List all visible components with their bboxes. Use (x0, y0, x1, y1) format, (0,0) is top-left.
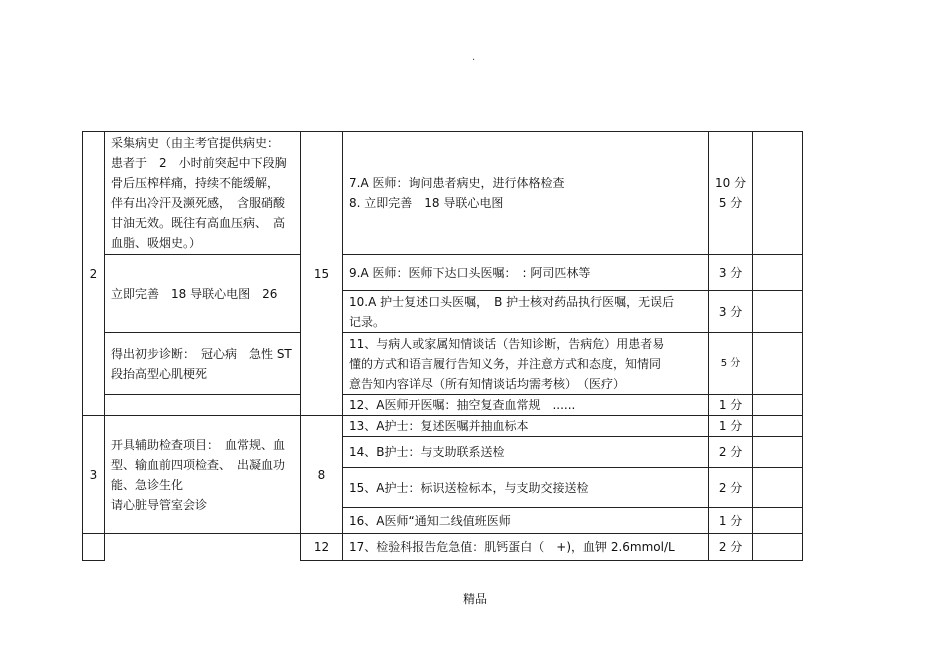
section-number: 2 (83, 132, 105, 416)
step-cell: 14、B护士：与支助联系送检 (343, 437, 709, 468)
table-row (83, 132, 803, 255)
step-cell (343, 132, 709, 255)
table-row (83, 395, 803, 416)
condition-cell (105, 333, 301, 395)
scoring-table (82, 131, 803, 561)
condition-line: 甘油无效。既往有高血压病、 高 (111, 216, 286, 230)
score-cell: 3 分 (709, 291, 753, 333)
step-cell (343, 333, 709, 395)
step-cell (343, 291, 709, 333)
condition-line: 得出初步诊断： 冠心病 急性 ST (111, 346, 292, 361)
table-row (83, 255, 803, 291)
blank-cell (105, 534, 301, 561)
condition-line: 骨后压榨样痛，持续不能缓解， (111, 176, 280, 190)
score-cell: 1 分 (709, 395, 753, 416)
step-line: 10.A 护士复述口头医嘱， B 护士核对药品执行医嘱，无误后 (349, 294, 675, 309)
step-line: 11、与病人或家属知情谈话（告知诊断，告病危）用患者易 (349, 336, 665, 351)
step-line: 意告知内容详尽（所有知情谈话均需考核） （医疗） (349, 376, 626, 391)
condition-line: 型、输血前四项检查、 出凝血功 (111, 457, 286, 472)
table-row (83, 416, 803, 437)
condition-line: 伴有出冷汗及濒死感， 含服硝酸 (111, 196, 286, 210)
condition-cell (105, 395, 301, 416)
blank-cell (753, 508, 803, 534)
blank-cell (83, 534, 105, 561)
score-cell: 1 分 (709, 416, 753, 437)
blank-cell (753, 416, 803, 437)
blank-cell (753, 468, 803, 508)
blank-cell (753, 255, 803, 291)
step-line: 7.A 医师：询问患者病史，进行体格检查 (349, 176, 565, 190)
condition-line: 能、急诊生化 (111, 477, 184, 492)
step-cell (343, 255, 709, 291)
score-cell: 1 分 (709, 508, 753, 534)
step-cell: 12、A医师开医嘱：抽空复查血常规 ...... (343, 395, 709, 416)
score-value: 10 分 (715, 176, 747, 190)
score-cell (709, 132, 753, 255)
blank-cell (753, 291, 803, 333)
condition-line: 请心脏导管室会诊 (111, 497, 208, 512)
section-number: 3 (83, 416, 105, 534)
table-row (83, 333, 803, 395)
score-cell: 5 分 (709, 333, 753, 395)
blank-cell (753, 437, 803, 468)
condition-cell: 立即完善 18 导联心电图 26 (105, 255, 301, 333)
step-cell: 15、A护士：标识送检标本，与支助交接送检 (343, 468, 709, 508)
step-line: 8. 立即完善 18 导联心电图 (349, 196, 504, 210)
header-mark: . (472, 52, 476, 63)
score-cell: 2 分 (709, 437, 753, 468)
score-cell: 2 分 (709, 534, 753, 561)
footer-text: 精品 (463, 592, 488, 606)
step-cell: 13、A护士：复述医嘱并抽血标本 (343, 416, 709, 437)
table-row (83, 534, 803, 561)
time-cell: 8 (301, 416, 343, 534)
condition-line: 患者于 2 小时前突起中下段胸 (111, 156, 287, 170)
condition-cell (105, 416, 301, 534)
condition-line: 段抬高型心肌梗死 (111, 366, 208, 381)
step-line: 9.A 医师：医师下达口头医嘱： : 阿司匹林等 (349, 265, 591, 280)
blank-cell (753, 132, 803, 255)
step-cell: 16、A医师“通知二线值班医师 (343, 508, 709, 534)
score-value: 5 分 (718, 196, 743, 210)
step-line: 懂的方式和语言履行告知义务，并注意方式和态度，知情同 (349, 356, 662, 371)
step-cell: 17、检验科报告危急值：肌钙蛋白（ +)，血钾 2.6mmol/L (343, 534, 709, 561)
condition-line: 血脂、吸烟史。） (111, 236, 202, 250)
score-cell: 3 分 (709, 255, 753, 291)
condition-line: 开具辅助检查项目： 血常规、血 (111, 437, 286, 452)
blank-cell (753, 534, 803, 561)
condition-line: 采集病史（由主考官提供病史： (111, 136, 280, 150)
step-line: 记录。 (349, 314, 386, 329)
score-cell: 2 分 (709, 468, 753, 508)
time-cell: 12 (301, 534, 343, 561)
condition-cell (105, 132, 301, 255)
time-cell: 15 (301, 132, 343, 416)
blank-cell (753, 395, 803, 416)
blank-cell (753, 333, 803, 395)
